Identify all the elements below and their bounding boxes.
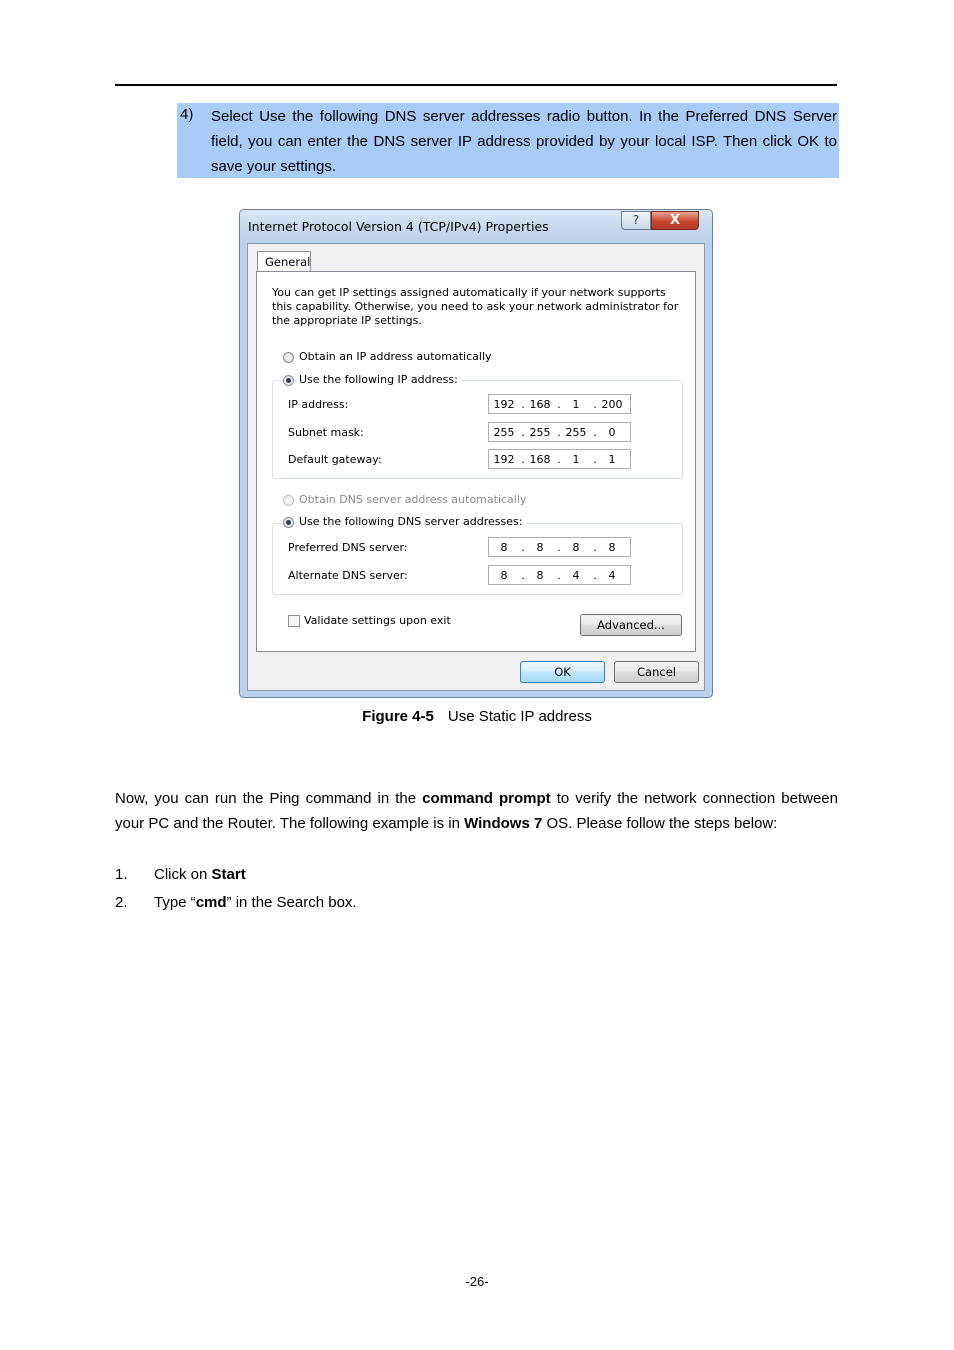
ip-dot: . [593,398,597,411]
preferred-dns-label: Preferred DNS server: [288,541,408,554]
gateway-dot: . [593,453,597,466]
default-gateway-field[interactable] [488,449,631,469]
step-text: Select Use the following DNS server addresses radio button. In the Preferred DNS Server field, you can enter the DNS server IP address provided by your local ISP. Then click OK to save your settings. [211,108,837,175]
gateway-octet-4: 1 [608,453,616,466]
list-item-2 [154,894,357,911]
ip-octet-2: 168 [529,398,551,411]
help-button[interactable]: ? [621,211,651,230]
gateway-dot: . [521,453,525,466]
list-item-2-number: 2. [115,894,128,911]
figure-number: Figure 4-5 [362,708,434,725]
obtain-ip-auto-radio[interactable] [283,352,294,363]
list-item-1 [154,866,246,883]
validate-label[interactable]: Validate settings upon exit [304,614,451,627]
subnet-octet-4: 0 [608,426,616,439]
pdns-octet-3: 8 [572,541,580,554]
subnet-dot: . [521,426,525,439]
obtain-dns-auto-radio[interactable] [283,495,294,506]
cancel-button[interactable]: Cancel [614,661,699,683]
pdns-dot: . [557,541,561,554]
subnet-dot: . [557,426,561,439]
use-following-dns-label[interactable]: Use the following DNS server addresses: [297,515,526,528]
ip-octet-3: 1 [572,398,580,411]
step-number: 4) [180,106,194,123]
close-button[interactable]: X [651,211,699,230]
subnet-octet-3: 255 [565,426,587,439]
default-gateway-label: Default gateway: [288,453,382,466]
use-following-dns-radio[interactable] [283,517,294,528]
subnet-octet-1: 255 [493,426,515,439]
ok-button[interactable]: OK [520,661,605,683]
ip-address-field[interactable] [488,394,631,414]
list-item-text: Type “ [154,894,196,911]
page-number: -26- [465,1274,489,1289]
alternate-dns-field[interactable] [488,565,631,585]
general-tab-page [256,271,696,652]
list-item-text: ” in the Search box. [226,894,357,911]
list-item-1-number: 1. [115,866,128,883]
subnet-octet-2: 255 [529,426,551,439]
adns-octet-1: 8 [500,569,508,582]
use-following-ip-label[interactable]: Use the following IP address: [297,373,462,386]
pdns-octet-2: 8 [536,541,544,554]
figure-title: Use Static IP address [447,708,592,725]
pdns-octet-4: 8 [608,541,616,554]
para-text: Now, you can run the Ping command in the [115,790,423,807]
ip-address-label: IP address: [288,398,349,411]
list-item-bold: Start [211,866,246,883]
adns-octet-4: 4 [608,569,616,582]
ip-dot: . [521,398,525,411]
ip-dot: . [557,398,561,411]
preferred-dns-field[interactable] [488,537,631,557]
pdns-dot: . [593,541,597,554]
pdns-dot: . [521,541,525,554]
ip-octet-1: 192 [493,398,515,411]
adns-dot: . [521,569,525,582]
pdns-octet-1: 8 [500,541,508,554]
adns-octet-3: 4 [572,569,580,582]
para-text: to verify the network connection between your PC and the Router. The following example is in [115,790,838,832]
dialog-title: Internet Protocol Version 4 (TCP/IPv4) Properties [248,219,549,234]
header-rule [115,84,837,86]
obtain-dns-auto-label[interactable]: Obtain DNS server address automatically [299,493,527,506]
subnet-dot: . [593,426,597,439]
gateway-octet-1: 192 [493,453,515,466]
obtain-ip-auto-label[interactable]: Obtain an IP address automatically [299,350,492,363]
para-text: OS. Please follow the steps below: [542,815,778,832]
body-paragraph [115,786,838,836]
list-item-text: Click on [154,866,212,883]
list-item-bold: cmd [195,894,227,911]
advanced-button[interactable]: Advanced... [580,614,682,636]
para-bold-windows7: Windows 7 [464,815,543,832]
gateway-dot: . [557,453,561,466]
ip-octet-4: 200 [601,398,623,411]
use-following-ip-radio[interactable] [283,375,294,386]
figure-caption [0,708,954,725]
dialog-client-area [247,243,705,691]
gateway-octet-3: 1 [572,453,580,466]
adns-dot: . [557,569,561,582]
para-bold-command-prompt: command prompt [422,790,551,807]
intro-text: You can get IP settings assigned automatically if your network supports this capability. Otherwise, you need to ask your network administrator for the appropriate IP settings. [272,286,679,327]
gateway-octet-2: 168 [529,453,551,466]
adns-octet-2: 8 [536,569,544,582]
subnet-mask-label: Subnet mask: [288,426,364,439]
validate-checkbox[interactable] [288,615,300,627]
ipv4-properties-dialog [239,209,713,698]
alternate-dns-label: Alternate DNS server: [288,569,408,582]
subnet-mask-field[interactable] [488,422,631,442]
adns-dot: . [593,569,597,582]
tab-general[interactable]: General [257,251,311,272]
